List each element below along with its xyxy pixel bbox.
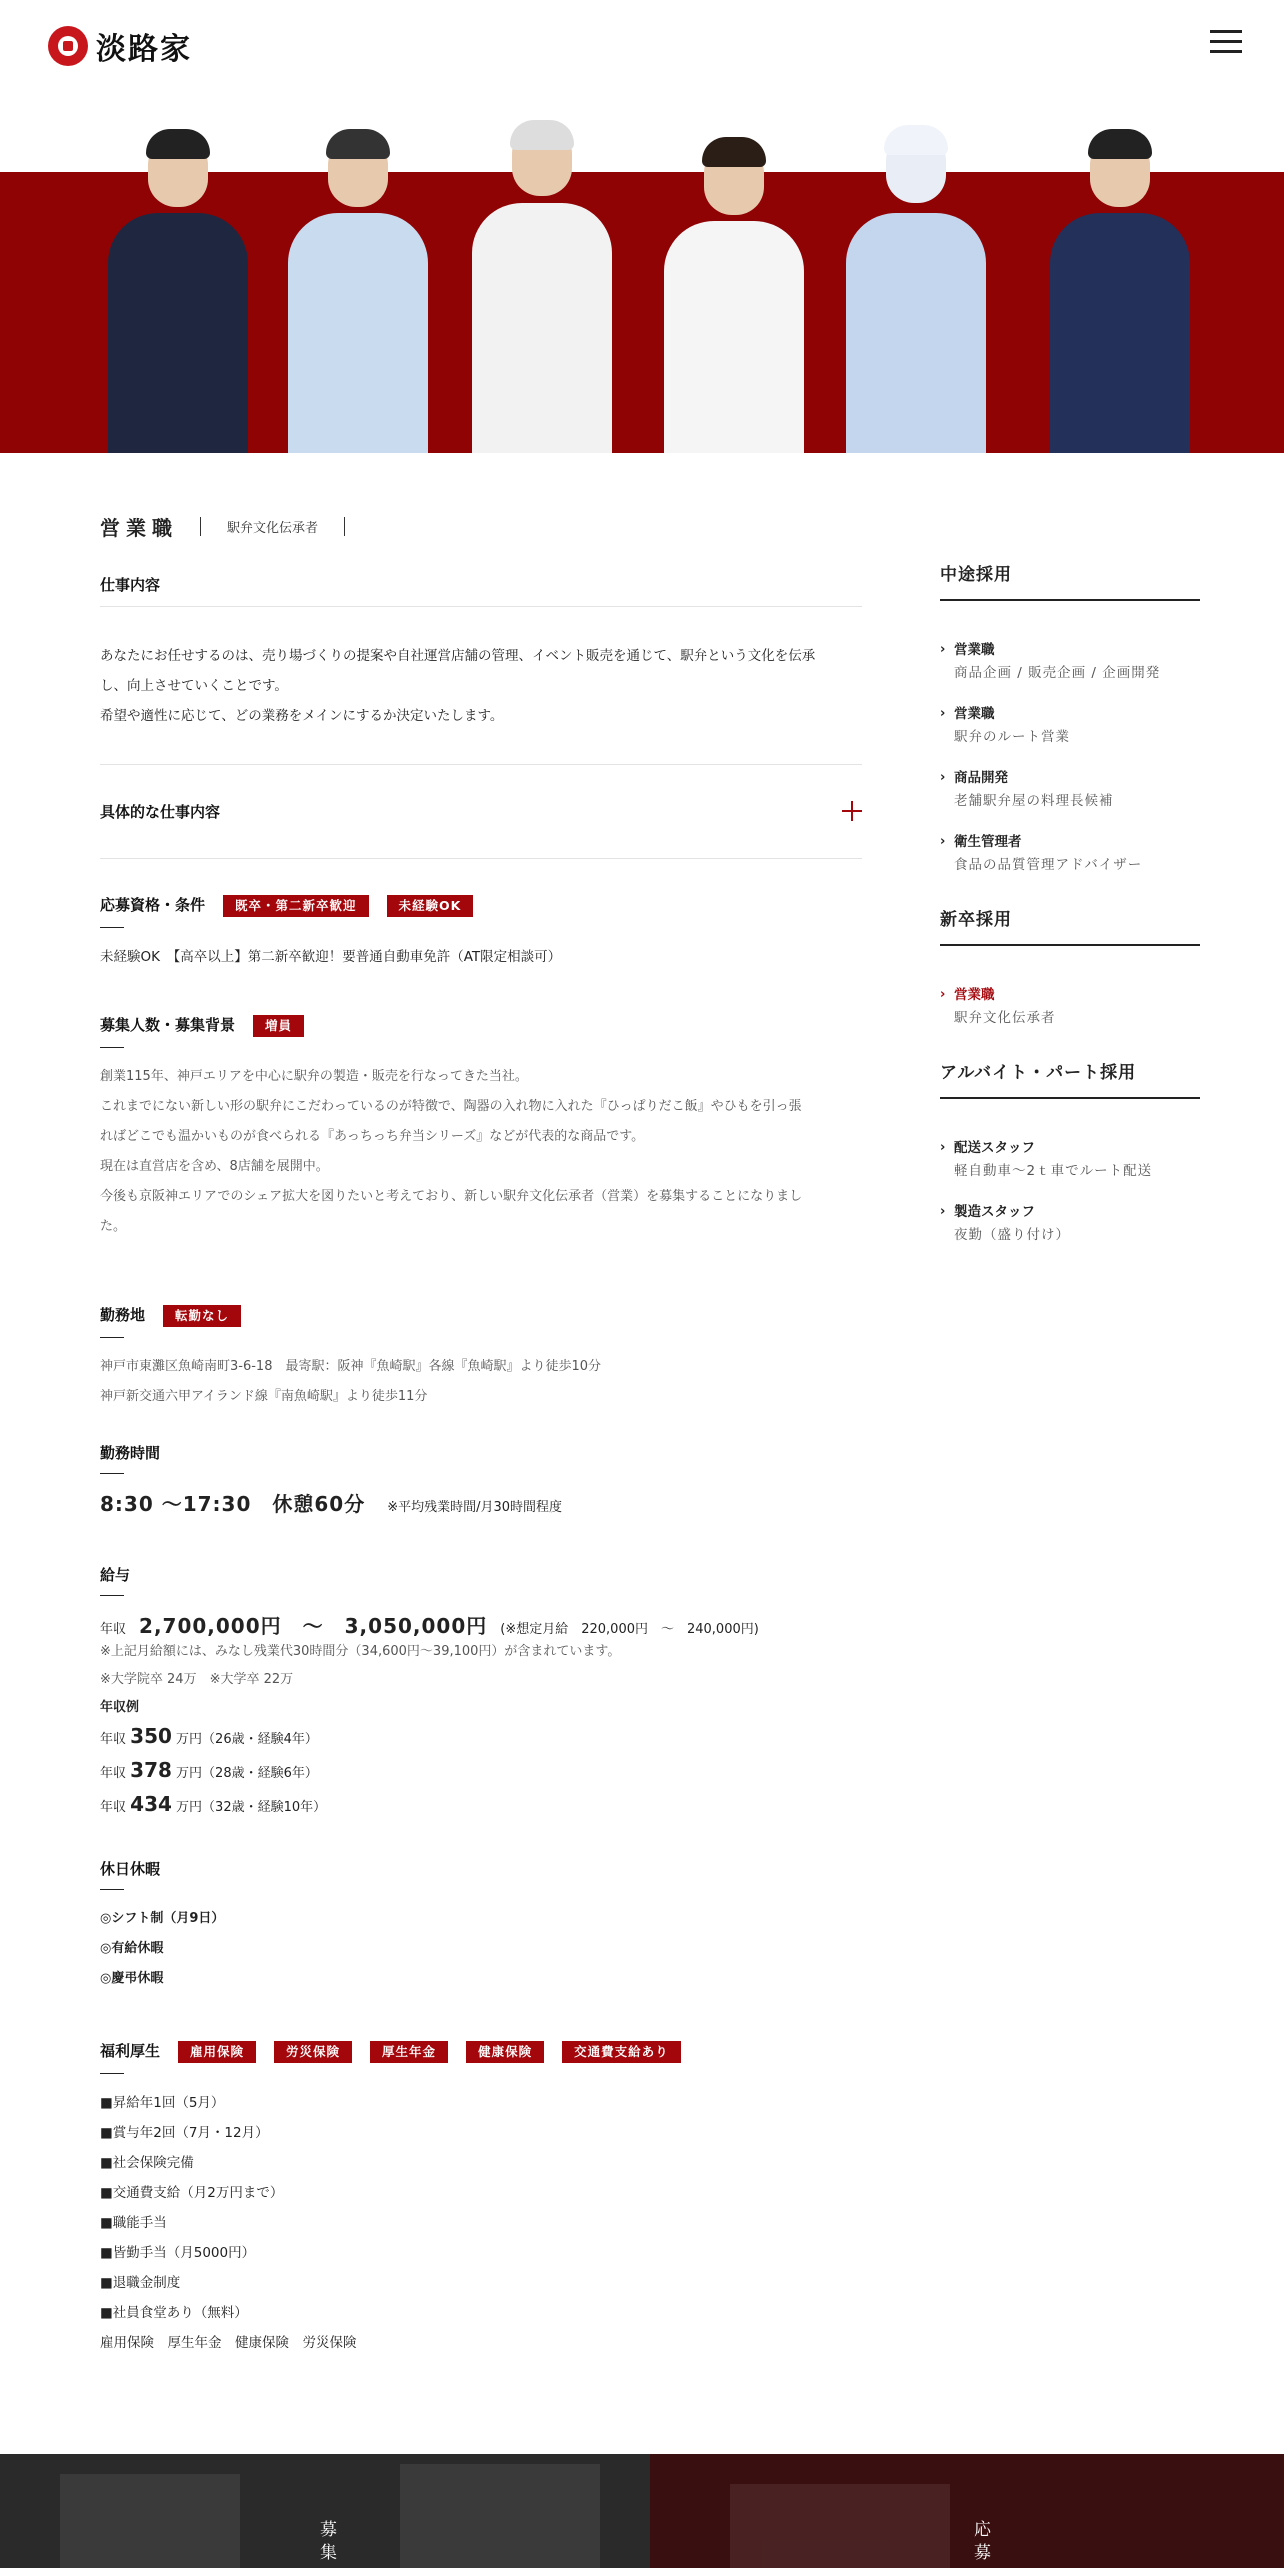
- sidebar-item[interactable]: › 営業職 駅弁のルート営業: [940, 706, 1070, 745]
- chevron-right-icon: ›: [940, 1204, 946, 1219]
- salary-range-note: (※想定月給 220,000円 〜 240,000円): [500, 1622, 759, 1637]
- holidays-section: 休日休暇 ◎シフト制（月9日） ◎有給休暇 ◎慶弔休暇: [100, 1858, 862, 1994]
- apply-banner-link[interactable]: [650, 2454, 1284, 2568]
- tag-badge: 労災保険: [274, 2041, 352, 2063]
- logo[interactable]: [48, 24, 192, 68]
- welfare-section: 福利厚生 雇用保険 労災保険 厚生年金 健康保険 交通費支給あり ■昇給年1回（5月） ■賞与年2回（7月・12月） ■社会保険完備 ■交通費支給（月2万円まで） ■職能手当 ■皆勤手当（月5000円） ■退職金制度 ■社員食堂あり（無料） 雇用保険 厚生年金 健康保険 労災保険: [100, 2040, 862, 2358]
- recruit-banner-label: 募集: [316, 2520, 336, 2566]
- overtime-note: ※平均残業時間/月30時間程度: [387, 1500, 563, 1515]
- work-section: [100, 574, 862, 595]
- logo-mark-icon: [48, 26, 88, 66]
- plus-icon[interactable]: [842, 801, 862, 821]
- sidebar-item[interactable]: › 配送スタッフ 軽自動車〜2ｔ車でルート配送: [940, 1140, 1153, 1179]
- page-subtitle: 駅弁文化伝承者: [200, 517, 345, 536]
- sidebar-group-midcareer: [940, 560, 1200, 877]
- divider: [100, 606, 862, 607]
- hours-heading: 勤務時間: [100, 1444, 161, 1462]
- holidays-heading: 休日休暇: [100, 1860, 161, 1878]
- details-label: 具体的な仕事内容: [100, 803, 221, 821]
- divider: [100, 764, 862, 765]
- divider: [100, 858, 862, 859]
- site-header: [0, 0, 1284, 90]
- sidebar-item[interactable]: › 衛生管理者 食品の品質管理アドバイザー: [940, 834, 1143, 873]
- tag-badge: 増員: [253, 1015, 304, 1037]
- salary-heading: 給与: [100, 1566, 131, 1584]
- hero-person-chef: [462, 120, 622, 453]
- sidebar-item[interactable]: › 製造スタッフ 夜勤（盛り付け）: [940, 1204, 1070, 1243]
- hero-person-sales: [98, 125, 258, 453]
- location-section: 勤務地 転勤なし 神戸市東灘区魚崎南町3-6-18 最寄駅：阪神『魚崎駅』各線『魚崎駅』より徒歩10分 神戸新交通六甲アイランド線『南魚崎駅』より徒歩11分: [100, 1306, 602, 1404]
- sidebar-item[interactable]: › 商品開発 老舗駅弁屋の料理長候補: [940, 770, 1114, 809]
- chevron-right-icon: ›: [940, 642, 946, 657]
- apply-banner-label: 応募: [970, 2520, 990, 2566]
- chevron-right-icon: ›: [940, 834, 946, 849]
- chevron-right-icon: ›: [940, 706, 946, 721]
- footer-banners: [0, 2454, 1284, 2568]
- hero-person-masked: [836, 123, 996, 453]
- income-example: 年収 350 万円（26歳・経験4年）: [100, 1724, 318, 1748]
- sidebar-heading: 新卒採用: [940, 905, 1200, 946]
- income-example: 年収 378 万円（28歳・経験6年）: [100, 1758, 318, 1782]
- sidebar-group-newgrad: [940, 905, 1200, 1030]
- page-title: 営業職: [100, 516, 178, 540]
- salary-range: 2,700,000円 〜 3,050,000円: [139, 1614, 488, 1638]
- tag-badge: 厚生年金: [370, 2041, 448, 2063]
- work-heading: 仕事内容: [100, 576, 161, 594]
- hero-image: [0, 120, 1284, 453]
- qualification-heading: 応募資格・条件: [100, 896, 206, 914]
- tag-badge: 転勤なし: [163, 1305, 241, 1327]
- sidebar: [940, 560, 1200, 1247]
- tag-badge: 既卒・第二新卒歓迎: [223, 895, 369, 917]
- details-accordion[interactable]: [100, 801, 862, 823]
- chevron-right-icon: ›: [940, 987, 946, 1002]
- income-examples-heading: 年収例: [100, 1700, 140, 1715]
- hours-section: [100, 1442, 862, 1517]
- chevron-right-icon: ›: [940, 1140, 946, 1155]
- recruit-section: 募集人数・募集背景 増員 創業115年、神戸エリアを中心に駅弁の製造・販売を行なってきた当社。 これまでにない新しい形の駅弁にこだわっているのが特徴で、陶器の入れ物に入れた『ひっぱりだこ飯』やひもを引っ張 ればどこでも温かいものが食べられる『あっちっち弁当シリーズ』などが代表的な商品です。 現在は直営店を含め、8店舗を展開中。 今後も京阪神エリアでのシェア拡大を図りたいと考えており、新しい駅弁文化伝承者（営業）を募集することになりまし た。: [100, 1016, 803, 1234]
- tag-badge: 雇用保険: [178, 2041, 256, 2063]
- chevron-right-icon: ›: [940, 770, 946, 785]
- job-title-row: [100, 512, 345, 541]
- sidebar-group-parttime: [940, 1058, 1200, 1247]
- qualification-text: 未経験OK 【高卒以上】第二新卒歓迎！要普通自動車免許（AT限定相談可）: [100, 948, 562, 965]
- tag-badge: 健康保険: [466, 2041, 544, 2063]
- sidebar-heading: 中途採用: [940, 560, 1200, 601]
- hero-person-researcher: [654, 131, 814, 453]
- location-heading: 勤務地: [100, 1306, 146, 1324]
- sidebar-heading: アルバイト・パート採用: [940, 1058, 1200, 1099]
- tag-badge: 交通費支給あり: [562, 2041, 681, 2063]
- recruit-heading: 募集人数・募集背景: [100, 1016, 236, 1034]
- work-description: あなたにお任せするのは、売り場づくりの提案や自社運営店舗の管理、イベント販売を通じて、駅弁という文化を伝承 し、向上させていくことです。 希望や適性に応じて、どの業務をメインにするか決定いたします。: [100, 648, 816, 724]
- income-example: 年収 434 万円（32歳・経験10年）: [100, 1792, 327, 1816]
- sidebar-item[interactable]: › 営業職 商品企画 / 販売企画 / 企画開発: [940, 642, 1161, 681]
- hamburger-menu-button[interactable]: [1210, 30, 1242, 54]
- sidebar-item-active[interactable]: › 営業職 駅弁文化伝承者: [940, 987, 1056, 1026]
- hero-person-factory: [278, 125, 438, 453]
- qualification-section: [100, 894, 862, 972]
- logo-text: 淡路家: [96, 32, 192, 67]
- tag-badge: 未経験OK: [387, 895, 474, 917]
- welfare-heading: 福利厚生: [100, 2042, 161, 2060]
- work-hours: 8:30 〜17:30 休憩60分: [100, 1492, 366, 1516]
- hero-person-sales-pot: [1040, 125, 1200, 453]
- salary-section: 給与 年収 2,700,000円 〜 3,050,000円 (※想定月給 220,000円 〜 240,000円) ※上記月給額には、みなし残業代30時間分（34,600円〜39,100円）が含まれています。 ※大学院卒 24万 ※大学卒 22万 年収例 年収 350 万円（26歳・経験4年） 年収 378 万円（28歳・経験6年） 年収 434 万円（32歳・経験10年）: [100, 1564, 862, 1823]
- hamburger-icon: [1210, 30, 1242, 33]
- recruit-banner-link[interactable]: [0, 2454, 650, 2568]
